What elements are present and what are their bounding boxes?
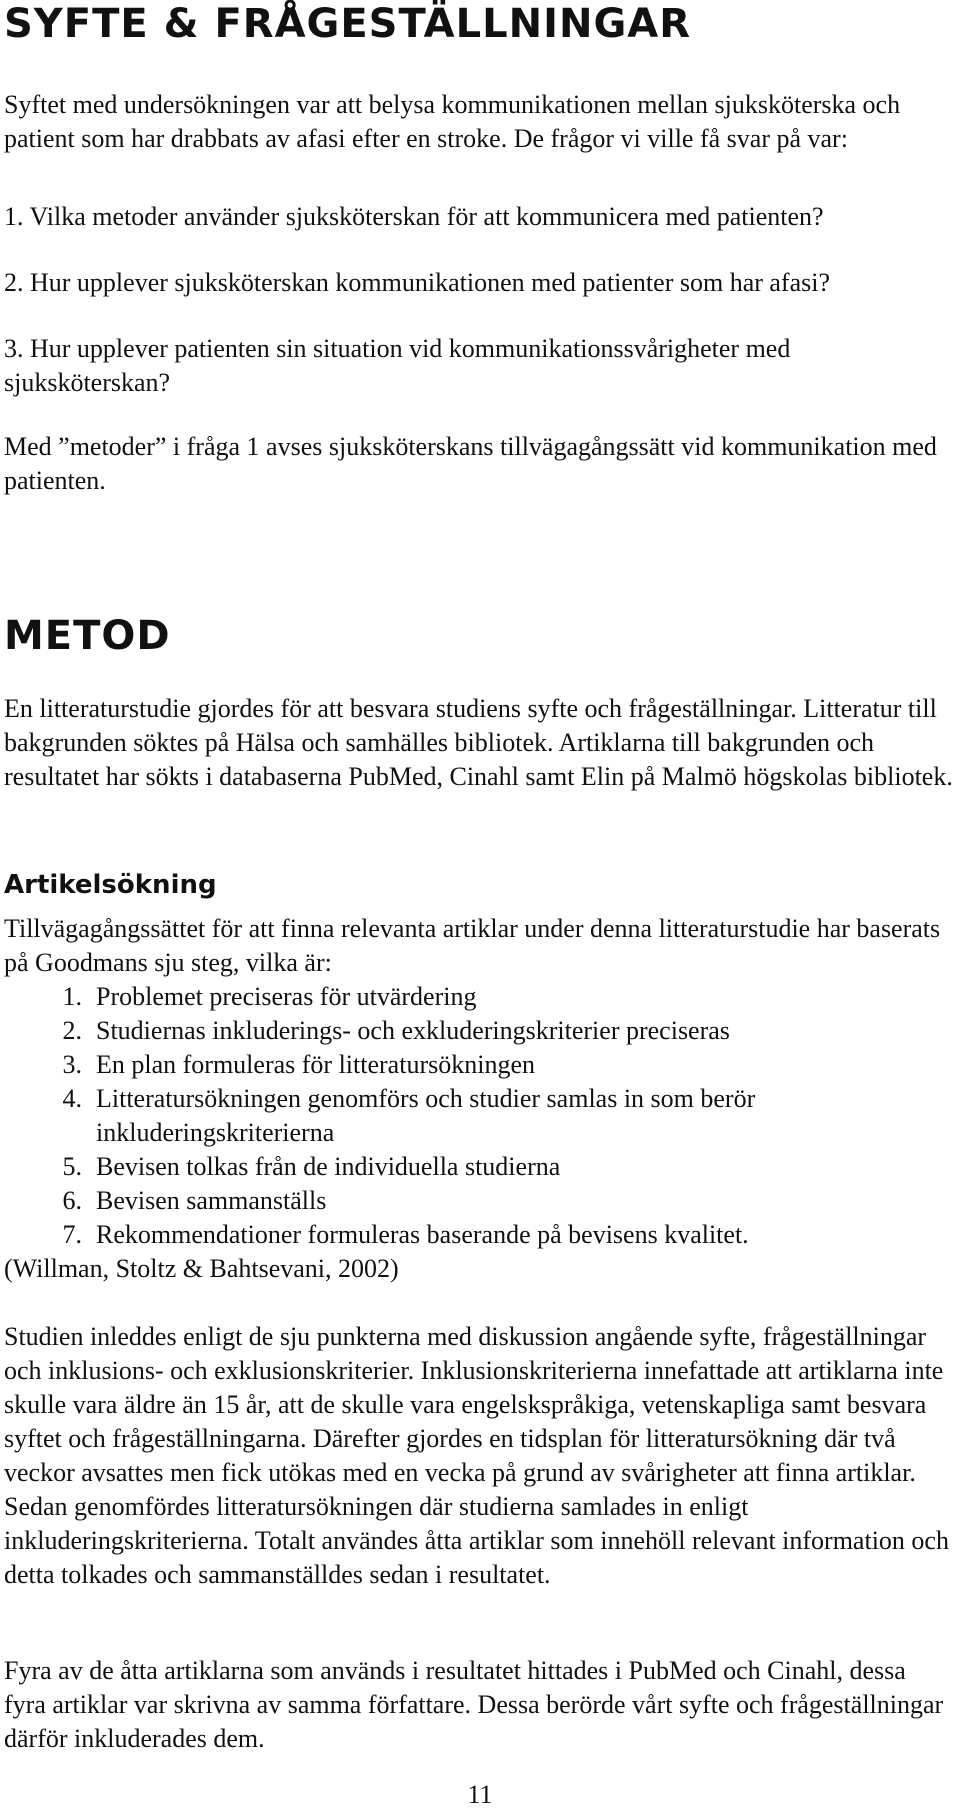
list-item-number: 3.	[62, 1050, 82, 1079]
intro-paragraph: Syftet med undersökningen var att belysa kommunikationen mellan sjuksköterska och patient som har drabbats av afasi efter en stroke. De frågor vi ville få svar på var:	[4, 90, 901, 153]
list-item-number: 5.	[62, 1152, 82, 1181]
paragraph-1: Studien inleddes enligt de sju punkterna med diskussion angående syfte, frågeställningar och inklusions- och exklusionskriterier. Inklusionskriterierna innefattade att artiklarna inte skulle vara äldre än 15 år, att de skulle vara engelskspråkiga, vetenskapliga samt besvara syftet och frågeställningarna. Därefter gjordes en tidsplan för litteratursökning där två veckor avsattes men fick utökas med en vecka på grund av svårigheter att finna artiklar. Sedan genomfördes litteratursökningen där studierna samlades in enligt inkluderingskriterierna. Totalt användes åtta artiklar som innehöll relevant information och detta tolkades och sammanställdes sedan i resultatet.	[4, 1322, 949, 1589]
list-item-number: 1.	[62, 982, 82, 1011]
list-item-text: En plan formuleras för litteratursökningen	[96, 1050, 535, 1079]
list-item-number: 6.	[62, 1186, 82, 1215]
list-item-text: Bevisen sammanställs	[96, 1186, 327, 1215]
list-item-text: Bevisen tolkas från de individuella studierna	[96, 1152, 561, 1181]
list-item-text: Rekommendationer formuleras baserande på bevisens kvalitet.	[96, 1220, 749, 1249]
page-number: 11	[467, 1780, 493, 1809]
heading-artikelsokning: Artikelsökning	[4, 870, 217, 900]
citation: (Willman, Stoltz & Bahtsevani, 2002)	[4, 1254, 399, 1283]
question-2: 2. Hur upplever sjuksköterskan kommunikationen med patienter som har afasi?	[4, 268, 831, 297]
paragraph-2: Fyra av de åtta artiklarna som används i resultatet hittades i PubMed och Cinahl, dessa fyra artiklar var skrivna av samma författare. Dessa berörde vårt syfte och frågeställningar därför inkluderades dem.	[4, 1656, 944, 1753]
list-item-text: Problemet preciseras för utvärdering	[96, 982, 477, 1011]
method-note: Med ”metoder” i fråga 1 avses sjuksköterskans tillvägagångssätt vid kommunikation med patienten.	[4, 432, 937, 495]
question-1: 1. Vilka metoder använder sjuksköterskan för att kommunicera med patienten?	[4, 202, 824, 231]
list-item-number: 4.	[62, 1084, 82, 1113]
list-item-text: Studiernas inkluderings- och exkluderingskriterier preciseras	[96, 1016, 730, 1045]
list-item-text: Litteratursökningen genomförs och studier samlas in som berör inkluderingskriterierna	[96, 1084, 756, 1147]
heading-metod: METOD	[4, 613, 171, 659]
search-intro: Tillvägagångssättet för att finna relevanta artiklar under denna litteraturstudie har baserats på Goodmans sju steg, vilka är:	[4, 914, 941, 977]
heading-syfte: SYFTE & FRÅGESTÄLLNINGAR	[4, 1, 692, 47]
method-paragraph: En litteraturstudie gjordes för att besvara studiens syfte och frågeställningar. Litteratur till bakgrunden söktes på Hälsa och samhälles bibliotek. Artiklarna till bakgrunden och resultatet har sökts i databaserna PubMed, Cinahl samt Elin på Malmö högskolas bibliotek.	[4, 694, 953, 791]
question-3: 3. Hur upplever patienten sin situation vid kommunikationssvårigheter med sjuksköterskan?	[4, 334, 791, 397]
list-item-number: 7.	[62, 1220, 82, 1249]
list-item-number: 2.	[62, 1016, 82, 1045]
